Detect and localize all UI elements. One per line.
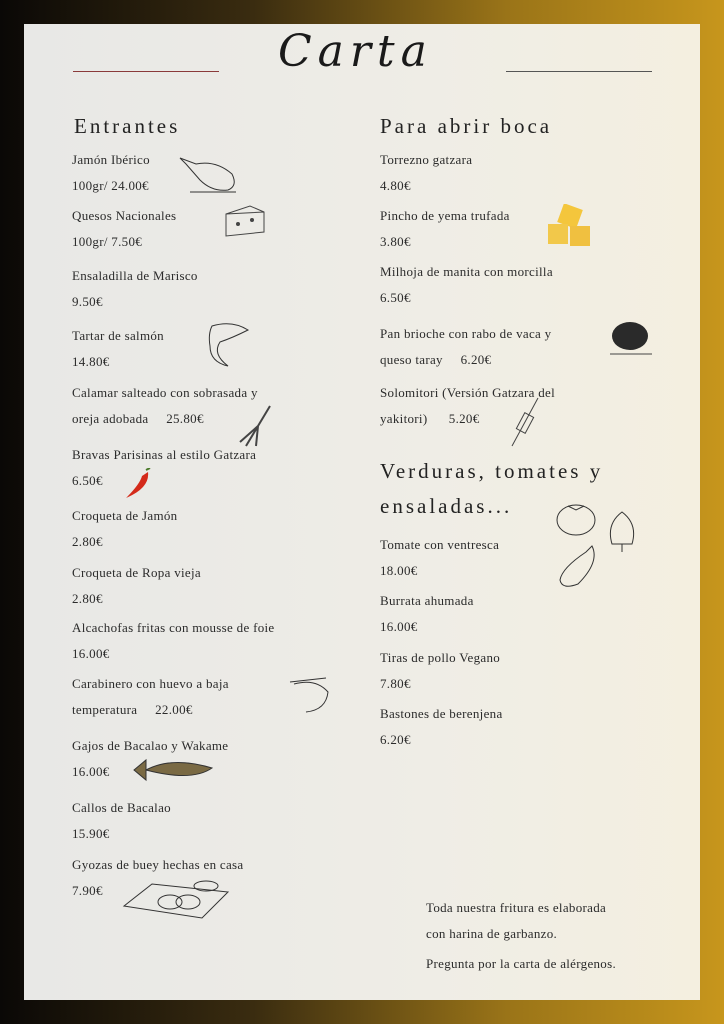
skewer-icon [508,396,542,448]
menu-item-price: 2.80€ [72,591,103,606]
menu-item-price: 15.90€ [72,826,110,841]
menu-item-price: 7.80€ [380,676,411,691]
menu-item-price: oreja adobada 25.80€ [72,411,204,426]
menu-item-name: Ensaladilla de Marisco [72,268,198,283]
brioche-icon [608,318,652,358]
menu-item [380,321,551,373]
menu-item [72,323,164,375]
menu-item-name: Callos de Bacalao [72,800,171,815]
menu-item [72,615,274,667]
menu-item-name: Gyozas de buey hechas en casa [72,857,244,872]
menu-item-name: Torrezno gatzara [380,152,473,167]
menu-item-name: Tiras de pollo Vegano [380,650,501,665]
note-fritura: Toda nuestra fritura es elaborada [426,900,607,915]
salmon-icon [202,318,252,370]
menu-item-name: Jamón Ibérico [72,152,150,167]
menu-item-price: 100gr/ 7.50€ [72,234,143,249]
menu-item [380,532,499,584]
menu-item [380,701,503,753]
menu-item-price: temperatura 22.00€ [72,702,193,717]
menu-item [72,442,256,494]
menu-item-price: 2.80€ [72,534,103,549]
menu-item-price: 9.50€ [72,294,103,309]
menu-item-price: queso taray 6.20€ [380,352,492,367]
menu-item [72,263,198,315]
note-alergenos: Pregunta por la carta de alérgenos. [426,956,617,971]
section-heading-verduras: Verduras, tomates y [380,459,604,483]
menu-item [380,259,553,311]
page-title: Carta [278,26,433,77]
gyoza-plate-icon [122,872,230,922]
menu-item-price: 16.00€ [72,646,110,661]
menu-item-price: 6.50€ [380,290,411,305]
menu-item-name: Bastones de berenjena [380,706,503,721]
menu-item [72,203,176,255]
artichoke-icon [602,508,642,554]
menu-item-name: Croqueta de Ropa vieja [72,565,201,580]
section-heading-entrantes: Entrantes [74,114,181,138]
menu-item-price: yakitori) 5.20€ [380,411,480,426]
menu-item [72,560,201,612]
menu-item-price: 100gr/ 24.00€ [72,178,149,193]
menu-item-name: Pincho de yema trufada [380,208,510,223]
menu-item-price: 18.00€ [380,563,418,578]
cheese-icon [222,202,268,240]
menu-item-price: 16.00€ [380,619,418,634]
menu-item-name: Gajos de Bacalao y Wakame [72,738,229,753]
section-heading-para-abrir-boca: Para abrir boca [380,114,553,138]
menu-item-name: Alcachofas fritas con mousse de foie [72,620,275,635]
menu-item [72,147,150,199]
menu-item-name: Croqueta de Jamón [72,508,178,523]
ham-icon [176,152,242,196]
menu-item-name: Burrata ahumada [380,593,474,608]
menu-item [72,671,229,723]
menu-item [380,588,474,640]
menu-item-price: 16.00€ [72,764,110,779]
menu-item-name: Tomate con ventresca [380,537,500,552]
menu-item-name: Calamar salteado con sobrasada y [72,385,258,400]
menu-item [380,645,500,697]
menu-item-name: Carabinero con huevo a baja [72,676,229,691]
menu-item-name: Tartar de salmón [72,328,164,343]
note-harina: con harina de garbanzo. [426,926,558,941]
menu-item [72,795,171,847]
menu-item-name: Bravas Parisinas al estilo Gatzara [72,447,257,462]
tomato-icon [554,496,600,538]
menu-item-name: Quesos Nacionales [72,208,177,223]
cod-fish-icon [132,754,218,786]
menu-item [72,503,177,555]
menu-item-price: 14.80€ [72,354,110,369]
menu-item-name: Pan brioche con rabo de vaca y [380,326,552,341]
menu-item-price: 6.50€ [72,473,103,488]
menu-item-price: 7.90€ [72,883,103,898]
menu-item [380,203,510,255]
menu-item-price: 3.80€ [380,234,411,249]
section-heading-verduras-line2: ensaladas... [380,494,513,518]
title-rule-left [73,71,219,72]
menu-item [72,380,258,432]
menu-item-name: Solomitori (Versión Gatzara del [380,385,556,400]
eggplant-icon [556,540,602,590]
menu-item-price: 6.20€ [380,732,411,747]
shrimp-icon [286,674,334,718]
menu-item-name: Milhoja de manita con morcilla [380,264,553,279]
chili-pepper-icon [120,468,154,502]
menu-item [380,147,472,199]
title-rule-right [506,71,652,72]
menu-item-price: 4.80€ [380,178,411,193]
squid-icon [234,402,276,448]
ravioli-icon [546,204,594,250]
